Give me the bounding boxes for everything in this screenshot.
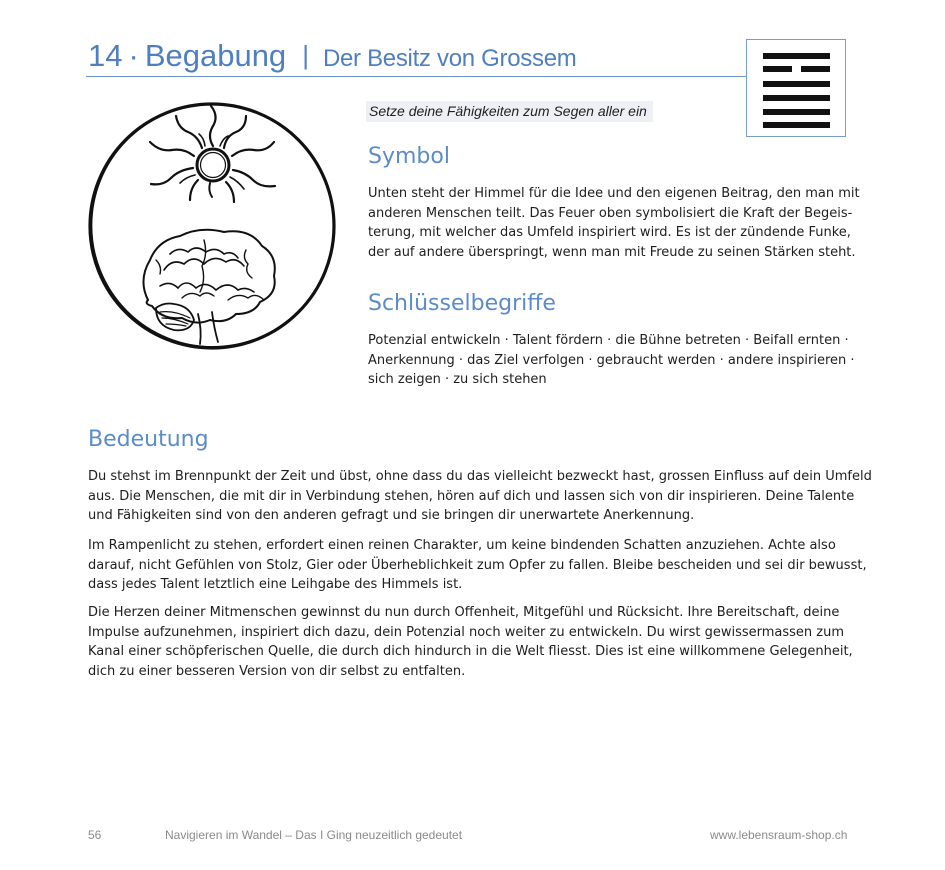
website-link[interactable]: www.lebensraum-shop.ch: [710, 828, 848, 842]
meaning-line: dich zu einer besseren Version von dir selbst zu entfalten.: [88, 663, 466, 679]
symbol-line: terung, mit welcher das Umfeld inspiriert wird. Es ist der zündende Funke,: [368, 225, 851, 240]
symbol-line: der auf andere überspringt, wenn man mit Freude zu seinen Stärken steht.: [368, 244, 856, 260]
hexagram-14-icon: [746, 39, 846, 137]
brain-icon: [143, 230, 274, 344]
keywords-line: sich zeigen · zu sich stehen: [368, 372, 547, 387]
header-divider: [86, 76, 746, 77]
symbol-heading: Symbol: [368, 144, 450, 169]
meaning-line: Im Rampenlicht zu stehen, erfordert einen reinen Charakter, um keine bindenden Schatten anzuziehen. Achte also: [88, 538, 836, 553]
hexagram-line-3: [763, 95, 830, 101]
meaning-line: Kanal einer schöpferischen Quelle, die durch dich hindurch in die Welt fliesst. Dies ist eine willkommene Gelegenheit,: [88, 644, 853, 659]
meaning-line: Die Herzen deiner Mitmenschen gewinnst du nun durch Offenheit, Mitgefühl und Rücksicht. Ihre Bereitschaft, deine: [88, 605, 840, 620]
hexagram-line-6: [763, 53, 830, 59]
book-title: Navigieren im Wandel – Das I Ging neuzeitlich gedeutet: [165, 828, 463, 842]
sun-icon: [150, 106, 275, 202]
keywords-text: [368, 331, 868, 390]
title-separator: |: [302, 40, 309, 70]
meaning-line: aus. Die Menschen, die mit dir in Verbindung stehen, hören auf dich und lassen sich von dir inspirieren. Deine Talente: [88, 488, 855, 504]
chapter-number: 14: [88, 38, 123, 73]
meaning-paragraph-1: [88, 467, 878, 526]
page-number: 56: [88, 828, 102, 842]
symbol-line: Unten steht der Himmel für die Idee und den eigenen Beitrag, den man mit: [368, 186, 860, 201]
meaning-line: darauf, nicht Gefühlen von Stolz, Gier oder Überheblichkeit zum Opfer zu fallen. Bleibe bescheiden und sei dir bewusst,: [88, 557, 867, 573]
sun-brain-illustration: [86, 100, 338, 352]
symbol-line: anderen Menschen teilt. Das Feuer oben symbolisiert die Kraft der Begeis-: [368, 205, 853, 221]
meaning-line: Impulse aufzunehmen, inspiriert dich dazu, dein Potenzial noch weiter zu entwickeln. Du wirst gewissermassen zum: [88, 624, 845, 640]
chapter-name: Begabung: [144, 38, 287, 73]
hexagram-line-4: [763, 81, 830, 87]
keywords-line: Potenzial entwickeln · Talent fördern · die Bühne betreten · Beifall ernten ·: [368, 333, 849, 348]
chapter-title: [88, 38, 576, 74]
meaning-heading: Bedeutung: [88, 427, 209, 452]
meaning-line: Du stehst im Brennpunkt der Zeit und übst, ohne dass du das vielleicht bezweckt hast, grossen Einfluss auf dein Umfeld: [88, 469, 872, 484]
hexagram-line-5: [763, 66, 830, 72]
meaning-paragraph-2: [88, 536, 878, 595]
meaning-line: und Fähigkeiten sind von den anderen gefragt und sie bringen dir unerwartete Anerkennung.: [88, 508, 695, 523]
meaning-line: dass jedes Talent letztlich eine Leihgabe des Himmels ist.: [88, 577, 463, 592]
title-dot: ·: [128, 38, 139, 73]
hexagram-line-2: [763, 109, 830, 115]
keywords-line: Anerkennung · das Ziel verfolgen · gebraucht werden · andere inspirieren ·: [368, 352, 855, 368]
hexagram-line-1: [763, 122, 830, 128]
motto-banner: Setze deine Fähigkeiten zum Segen aller ein: [366, 101, 653, 122]
symbol-text: [368, 184, 868, 262]
meaning-paragraph-3: [88, 603, 878, 681]
chapter-subtitle: Der Besitz von Grossem: [322, 45, 577, 72]
keywords-heading: Schlüsselbegriffe: [368, 291, 556, 316]
